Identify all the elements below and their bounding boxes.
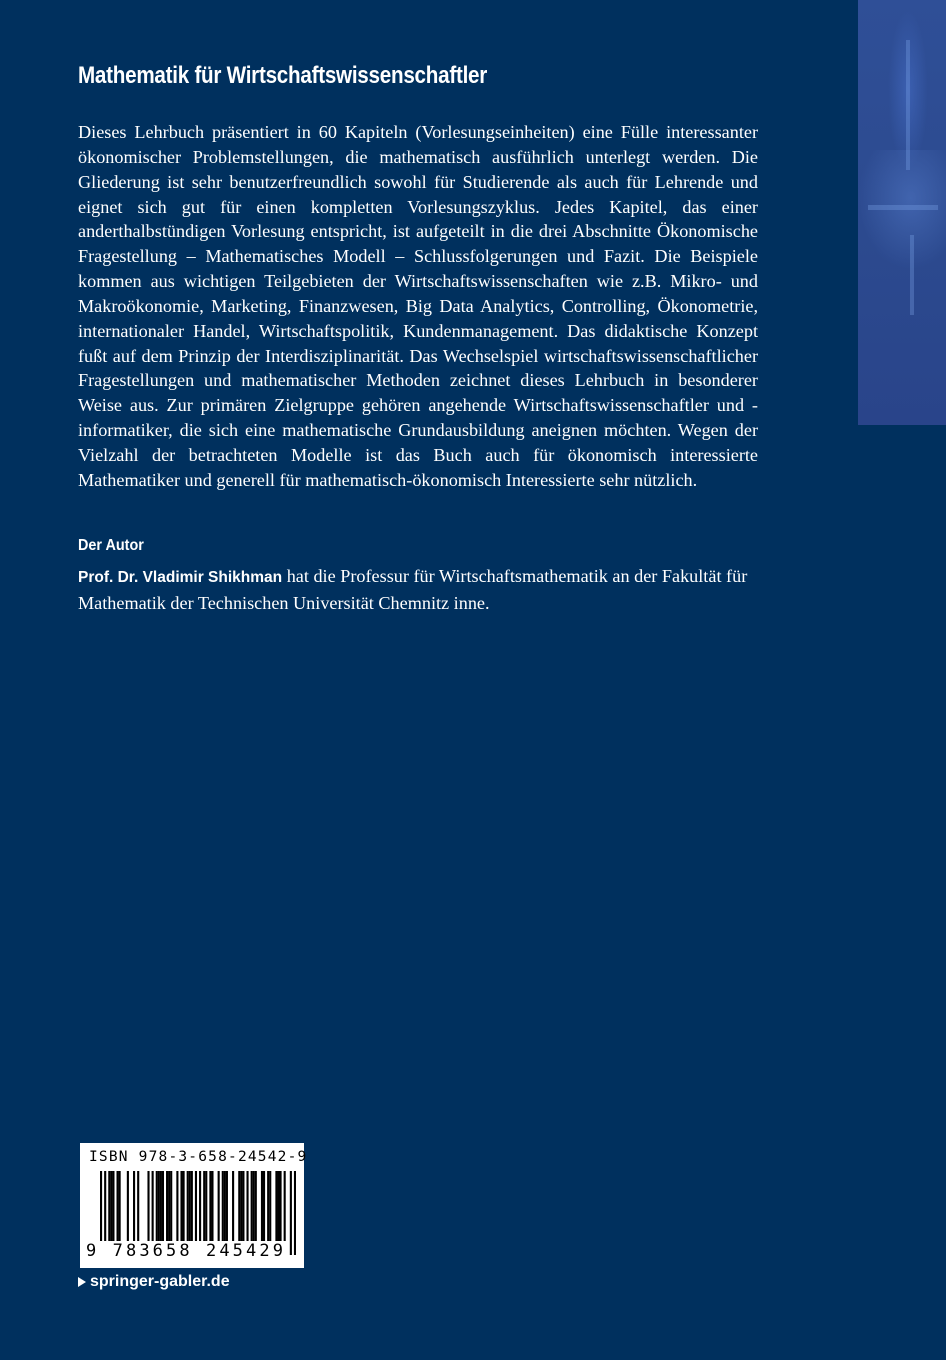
barcode-bar: [275, 1171, 277, 1243]
barcode-bar: [168, 1171, 170, 1243]
barcode-bar: [117, 1171, 119, 1243]
barcode-bar: [158, 1171, 160, 1243]
barcode-bar: [263, 1171, 265, 1243]
author-bio-text: hat die Professur für Wirtschaftsmathematik an der Fakultät für Mathematik der Technischen Universität Chemnitz inne.: [78, 566, 748, 613]
barcode-bar: [269, 1171, 271, 1243]
author-heading: Der Autor: [78, 537, 144, 554]
barcode-bar: [232, 1171, 234, 1243]
barcode-bar: [253, 1171, 255, 1243]
barcode-bar: [162, 1171, 164, 1243]
barcode-bar: [251, 1171, 253, 1243]
barcode-bar: [284, 1171, 286, 1243]
arrow-right-icon: [78, 1277, 86, 1287]
barcode-bar: [189, 1171, 191, 1243]
barcode-bar: [127, 1171, 129, 1243]
barcode-bar: [279, 1171, 281, 1243]
barcode-bar: [147, 1171, 149, 1243]
barcode-bar: [119, 1171, 121, 1243]
book-description: Dieses Lehrbuch präsentiert in 60 Kapiteln (Vorlesungseinheiten) eine Fülle interessanter ökonomischer Problemstellungen, die mathematisch ausführlich unterlegt werden. Die Gliederung ist sehr benutzerfreundlich sowohl für Studierende als auch für Lehrende und eignet sich gut für einen kompletten Vorlesungszyklus. Jedes Kapitel, das einer anderthalbstündigen Vorlesung entspricht, ist aufgeteilt in die drei Abschnitte Ökonomische Fragestellung – Mathematisches Modell – Schlussfolgerungen und Fazit. Die Beispiele kommen aus wichtigen Teilgebieten der Wirtschaftswissenschaften wie z.B. Mikro- und Makroökonomie, Marketing, Finanzwesen, Big Data Analytics, Controlling, Ökonometrie, internationaler Handel, Wirtschaftspolitik, Kundenmanagement. Das didaktische Konzept fußt auf dem Prinzip der Interdisziplinarität. Das Wechselspiel wirtschaftswissenschaftlicher Fragestellungen und mathematischer Methoden zeichnet dieses Lehrbuch in besonderer Weise aus. Zur primären Zielgruppe gehören angehende Wirtschaftswissenschaftler und -informatiker, die sich eine mathematische Grundausbildung aneignen möchten. Wegen der Vielzahl der betrachteten Modelle ist das Buch auch für ökonomisch interessierte Mathematiker und generell für mathematisch-​ökonomisch Interessierte sehr nützlich.: [78, 122, 758, 490]
barcode-bar: [112, 1171, 114, 1243]
barcode-bar: [238, 1171, 240, 1243]
barcode-bar: [218, 1171, 220, 1243]
barcode-bar: [152, 1171, 154, 1243]
ean-digits: 9 783658 245429: [86, 1241, 287, 1261]
barcode-bar: [166, 1171, 168, 1243]
barcode-bar: [226, 1171, 228, 1243]
barcode-bar: [137, 1171, 139, 1243]
barcode-bar: [246, 1171, 248, 1243]
author-name: Prof. Dr. Vladimir Shikhman: [78, 569, 283, 586]
barcode-bar: [170, 1171, 172, 1243]
barcode-bar: [133, 1171, 135, 1243]
barcode-bar: [261, 1171, 263, 1243]
barcode-bar: [277, 1171, 279, 1243]
barcode-bar: [294, 1171, 296, 1255]
barcode-bar: [203, 1171, 205, 1243]
barcode-bar: [180, 1171, 182, 1243]
barcode-bar: [240, 1171, 242, 1243]
barcode-bar: [183, 1171, 185, 1243]
barcode-bar: [160, 1171, 162, 1243]
barcode-bar: [205, 1171, 207, 1243]
barcode-bar: [209, 1171, 211, 1243]
cover-image-strip: [858, 0, 946, 425]
book-title: Mathematik für Wirtschaftswissenschaftler: [78, 62, 488, 89]
barcode-bar: [156, 1171, 158, 1243]
author-bio: [78, 564, 758, 616]
barcode-bar: [267, 1171, 269, 1243]
isbn-text: ISBN 978-3-658-24542-9: [89, 1149, 308, 1165]
barcode-bar: [108, 1171, 110, 1243]
barcode-bar: [242, 1171, 244, 1243]
barcode-bar: [110, 1171, 112, 1243]
barcode-bar: [290, 1171, 292, 1255]
publisher-url: springer-gabler.de: [90, 1273, 230, 1290]
publisher-link[interactable]: [78, 1273, 230, 1291]
barcode-bar: [222, 1171, 224, 1243]
barcode-bar: [187, 1171, 189, 1243]
barcode-bar: [176, 1171, 178, 1243]
barcode-bar: [224, 1171, 226, 1243]
barcode-bar: [211, 1171, 213, 1243]
isbn-barcode: [80, 1143, 308, 1268]
barcode-bar: [191, 1171, 193, 1243]
barcode-bar: [255, 1171, 257, 1243]
